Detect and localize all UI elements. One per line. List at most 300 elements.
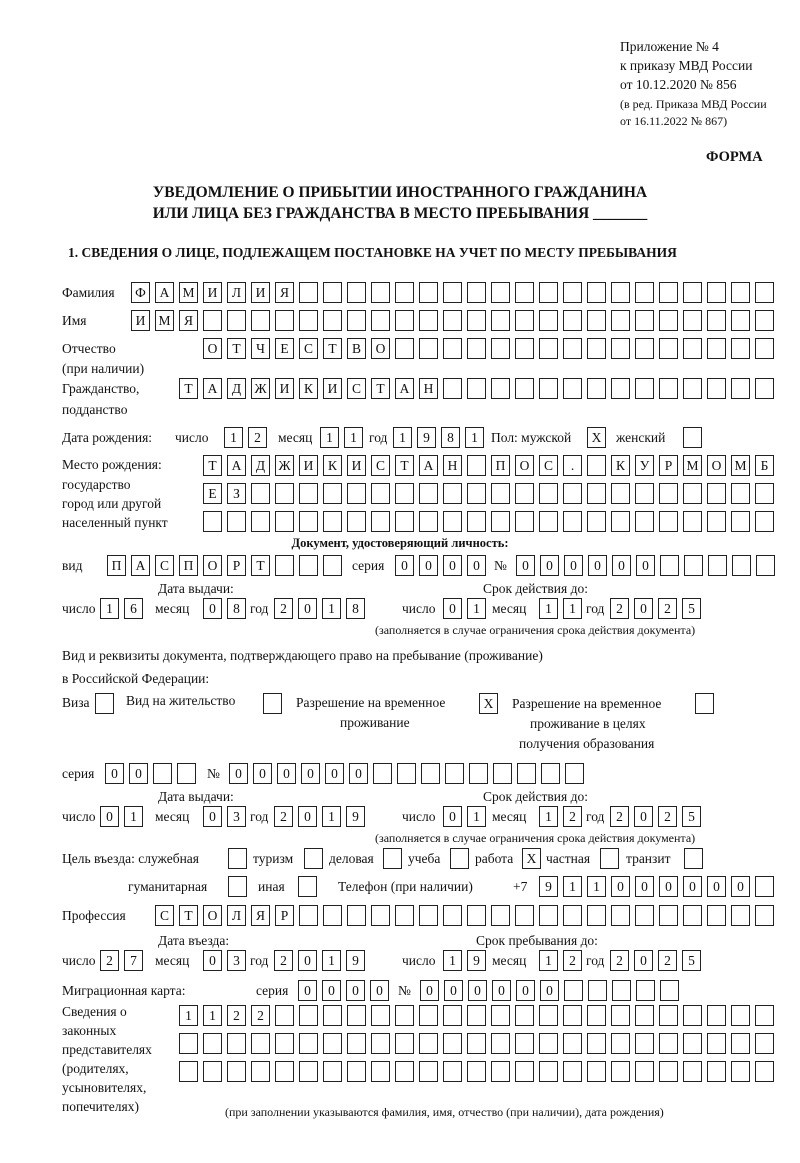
- char-box: [659, 1061, 678, 1082]
- revision-line: (в ред. Приказа МВД России: [620, 97, 767, 111]
- char-box: 5: [682, 598, 701, 619]
- entry-date-label: Дата въезда:: [158, 933, 230, 948]
- representatives-label: законных: [62, 1023, 117, 1038]
- char-box: [587, 338, 606, 359]
- char-box: 0: [229, 763, 248, 784]
- char-box: [347, 1005, 366, 1026]
- char-box: [755, 1061, 774, 1082]
- char-box: 0: [203, 950, 222, 971]
- char-box: 0: [253, 763, 272, 784]
- char-box: [227, 1061, 246, 1082]
- char-box: Р: [275, 905, 294, 926]
- char-box: [564, 980, 583, 1001]
- char-box: [587, 511, 606, 532]
- char-box: [683, 338, 702, 359]
- char-box: [563, 378, 582, 399]
- month-label: месяц: [278, 430, 313, 445]
- representatives-label: представителях: [62, 1042, 152, 1057]
- char-box: 0: [420, 980, 439, 1001]
- char-box: [491, 905, 510, 926]
- char-box: [263, 693, 282, 714]
- migration-number-label: №: [398, 983, 411, 998]
- char-box: [707, 282, 726, 303]
- char-box: [539, 310, 558, 331]
- char-box: [467, 338, 486, 359]
- char-box: И: [251, 282, 270, 303]
- char-box: [383, 848, 402, 869]
- char-box: [491, 1033, 510, 1054]
- char-box: 2: [563, 806, 582, 827]
- month-label: месяц: [155, 809, 190, 824]
- char-box: Т: [395, 455, 414, 476]
- year-label: год: [586, 601, 605, 616]
- char-box: Ж: [251, 378, 270, 399]
- char-box: К: [323, 455, 342, 476]
- char-box: 1: [124, 806, 143, 827]
- char-box: [443, 282, 462, 303]
- char-box: [660, 980, 679, 1001]
- char-box: Т: [323, 338, 342, 359]
- char-box: 0: [443, 555, 462, 576]
- char-box: 2: [274, 950, 293, 971]
- phone-label: Телефон (при наличии): [338, 879, 473, 894]
- representatives-label: (родителях,: [62, 1061, 129, 1076]
- char-box: [299, 1005, 318, 1026]
- char-box: О: [203, 905, 222, 926]
- char-box: [419, 1061, 438, 1082]
- char-box: [467, 483, 486, 504]
- char-box: [755, 282, 774, 303]
- char-box: [587, 282, 606, 303]
- char-box: [443, 1005, 462, 1026]
- char-box: [397, 763, 416, 784]
- char-box: [371, 1061, 390, 1082]
- char-box: [515, 338, 534, 359]
- char-box: Т: [251, 555, 270, 576]
- char-box: [323, 282, 342, 303]
- residence-label: Вид на жительство: [126, 693, 236, 708]
- char-box: [587, 483, 606, 504]
- char-box: [443, 905, 462, 926]
- char-box: [275, 1061, 294, 1082]
- char-box: 5: [682, 806, 701, 827]
- char-box: [563, 338, 582, 359]
- issued-label: Дата выдачи:: [158, 581, 234, 596]
- char-box: [539, 483, 558, 504]
- char-box: [467, 1005, 486, 1026]
- char-box: [731, 905, 750, 926]
- char-box: [298, 876, 317, 897]
- char-box: 0: [105, 763, 124, 784]
- char-box: [373, 763, 392, 784]
- month-label: месяц: [155, 953, 190, 968]
- char-box: 2: [227, 1005, 246, 1026]
- representatives-label: усыновителях,: [62, 1080, 147, 1095]
- char-box: [731, 282, 750, 303]
- char-box: А: [395, 378, 414, 399]
- month-label: месяц: [155, 601, 190, 616]
- char-box: [323, 1033, 342, 1054]
- transit-label: транзит: [626, 851, 671, 866]
- char-box: [419, 1033, 438, 1054]
- char-box: Ф: [131, 282, 150, 303]
- char-box: 2: [251, 1005, 270, 1026]
- char-box: [707, 905, 726, 926]
- char-box: 0: [731, 876, 750, 897]
- char-box: [515, 905, 534, 926]
- char-box: [443, 1033, 462, 1054]
- char-box: [299, 511, 318, 532]
- char-box: [275, 1005, 294, 1026]
- char-box: [517, 763, 536, 784]
- char-box: 0: [100, 806, 119, 827]
- char-box: [635, 310, 654, 331]
- char-box: 1: [539, 806, 558, 827]
- char-box: А: [227, 455, 246, 476]
- char-box: [587, 455, 606, 476]
- char-box: [371, 1005, 390, 1026]
- char-box: 0: [707, 876, 726, 897]
- char-box: [707, 310, 726, 331]
- char-box: С: [371, 455, 390, 476]
- char-box: [755, 876, 774, 897]
- char-box: [491, 1005, 510, 1026]
- day-label: число: [402, 953, 436, 968]
- char-box: [587, 310, 606, 331]
- char-box: [371, 483, 390, 504]
- char-box: 0: [540, 555, 559, 576]
- name-label: Имя: [62, 313, 87, 328]
- char-box: Ж: [275, 455, 294, 476]
- char-box: [684, 555, 703, 576]
- char-box: [395, 1005, 414, 1026]
- char-box: 1: [563, 876, 582, 897]
- char-box: [467, 378, 486, 399]
- char-box: [659, 310, 678, 331]
- char-box: [707, 1033, 726, 1054]
- char-box: [323, 483, 342, 504]
- char-box: Л: [227, 905, 246, 926]
- char-box: [467, 282, 486, 303]
- appendix-line: к приказу МВД России: [620, 58, 753, 73]
- char-box: И: [299, 455, 318, 476]
- char-box: [515, 511, 534, 532]
- year-label: год: [586, 953, 605, 968]
- char-box: [755, 378, 774, 399]
- char-box: Б: [755, 455, 774, 476]
- year-label: год: [250, 601, 269, 616]
- patronymic-label: Отчество: [62, 341, 116, 356]
- char-box: 2: [610, 950, 629, 971]
- appendix-line: Приложение № 4: [620, 39, 719, 54]
- char-box: [323, 310, 342, 331]
- char-box: К: [611, 455, 630, 476]
- char-box: Т: [227, 338, 246, 359]
- representatives-note: (при заполнении указываются фамилия, имя, отчество (при наличии), дата рождения): [225, 1105, 664, 1119]
- char-box: М: [683, 455, 702, 476]
- char-box: [635, 483, 654, 504]
- char-box: [347, 282, 366, 303]
- char-box: 6: [124, 598, 143, 619]
- year-label: год: [369, 430, 388, 445]
- char-box: [541, 763, 560, 784]
- char-box: X: [479, 693, 498, 714]
- char-box: П: [107, 555, 126, 576]
- char-box: Л: [227, 282, 246, 303]
- char-box: [539, 378, 558, 399]
- char-box: [683, 905, 702, 926]
- char-box: [563, 1033, 582, 1054]
- char-box: [395, 905, 414, 926]
- char-box: 1: [322, 598, 341, 619]
- char-box: [731, 1005, 750, 1026]
- char-box: [611, 511, 630, 532]
- char-box: [659, 511, 678, 532]
- char-box: [443, 310, 462, 331]
- day-label: число: [402, 809, 436, 824]
- char-box: .: [563, 455, 582, 476]
- char-box: 0: [467, 555, 486, 576]
- char-box: 1: [322, 806, 341, 827]
- humanitarian-label: гуманитарная: [128, 879, 208, 894]
- char-box: 1: [465, 427, 484, 448]
- char-box: [707, 483, 726, 504]
- char-box: [153, 763, 172, 784]
- char-box: Д: [251, 455, 270, 476]
- migration-card-label: Миграционная карта:: [62, 983, 186, 998]
- char-box: 0: [659, 876, 678, 897]
- char-box: [635, 1033, 654, 1054]
- char-box: [299, 905, 318, 926]
- char-box: [659, 1005, 678, 1026]
- char-box: 0: [636, 555, 655, 576]
- char-box: 2: [274, 598, 293, 619]
- visa-label: Виза: [62, 695, 90, 710]
- char-box: [587, 1033, 606, 1054]
- char-box: 8: [227, 598, 246, 619]
- char-box: 7: [124, 950, 143, 971]
- char-box: [635, 511, 654, 532]
- char-box: [467, 310, 486, 331]
- trp-label: Разрешение на временное: [296, 695, 446, 710]
- char-box: [515, 1033, 534, 1054]
- stay-series-label: серия: [62, 766, 95, 781]
- char-box: 0: [346, 980, 365, 1001]
- char-box: 8: [346, 598, 365, 619]
- char-box: [299, 1061, 318, 1082]
- char-box: [251, 483, 270, 504]
- char-box: 0: [419, 555, 438, 576]
- purpose-label: Цель въезда: служебная: [62, 851, 199, 866]
- char-box: [275, 555, 294, 576]
- char-box: [419, 483, 438, 504]
- char-box: [251, 511, 270, 532]
- char-box: И: [347, 455, 366, 476]
- char-box: [707, 511, 726, 532]
- char-box: [755, 1005, 774, 1026]
- trp-edu-label: Разрешение на временное: [512, 696, 662, 711]
- char-box: [588, 980, 607, 1001]
- phone-prefix: +7: [513, 879, 528, 894]
- char-box: М: [155, 310, 174, 331]
- char-box: [707, 1005, 726, 1026]
- citizenship-label: Гражданство,: [62, 381, 140, 396]
- char-box: [563, 1005, 582, 1026]
- char-box: [395, 511, 414, 532]
- private-label: частная: [546, 851, 591, 866]
- char-box: [419, 905, 438, 926]
- char-box: [395, 282, 414, 303]
- char-box: 2: [658, 598, 677, 619]
- month-label: месяц: [492, 601, 527, 616]
- char-box: [419, 282, 438, 303]
- char-box: 1: [587, 876, 606, 897]
- char-box: Д: [227, 378, 246, 399]
- char-box: [539, 1061, 558, 1082]
- char-box: 0: [298, 806, 317, 827]
- char-box: [635, 338, 654, 359]
- char-box: 1: [443, 950, 462, 971]
- char-box: [491, 378, 510, 399]
- char-box: 0: [349, 763, 368, 784]
- char-box: [611, 905, 630, 926]
- char-box: 0: [277, 763, 296, 784]
- id-doc-heading: Документ, удостоверяющий личность:: [291, 536, 509, 550]
- char-box: А: [419, 455, 438, 476]
- business-label: деловая: [329, 851, 374, 866]
- char-box: Т: [179, 905, 198, 926]
- char-box: К: [299, 378, 318, 399]
- char-box: [539, 338, 558, 359]
- char-box: [659, 1033, 678, 1054]
- char-box: [563, 511, 582, 532]
- char-box: 1: [539, 950, 558, 971]
- trp-edu-label: проживание в целях: [530, 716, 646, 731]
- char-box: [275, 511, 294, 532]
- birth-date-label: Дата рождения:: [62, 430, 153, 445]
- month-label: месяц: [492, 953, 527, 968]
- char-box: [635, 905, 654, 926]
- char-box: 0: [635, 876, 654, 897]
- patronymic-label: (при наличии): [62, 361, 145, 376]
- char-box: [491, 338, 510, 359]
- char-box: [275, 1033, 294, 1054]
- char-box: И: [323, 378, 342, 399]
- char-box: Я: [251, 905, 270, 926]
- char-box: 1: [393, 427, 412, 448]
- char-box: [467, 1061, 486, 1082]
- char-box: 0: [444, 980, 463, 1001]
- document-title: ИЛИ ЛИЦА БЕЗ ГРАЖДАНСТВА В МЕСТО ПРЕБЫВАНИЯ _______: [152, 205, 648, 222]
- char-box: [491, 511, 510, 532]
- migration-series-label: серия: [256, 983, 289, 998]
- char-box: [683, 511, 702, 532]
- char-box: [731, 1033, 750, 1054]
- char-box: [587, 378, 606, 399]
- char-box: [179, 1033, 198, 1054]
- char-box: 0: [564, 555, 583, 576]
- char-box: О: [707, 455, 726, 476]
- char-box: 0: [612, 555, 631, 576]
- citizenship-label: подданство: [62, 402, 128, 417]
- char-box: [179, 1061, 198, 1082]
- char-box: [683, 310, 702, 331]
- char-box: 1: [203, 1005, 222, 1026]
- char-box: О: [515, 455, 534, 476]
- char-box: 0: [516, 980, 535, 1001]
- char-box: 1: [320, 427, 339, 448]
- char-box: [347, 310, 366, 331]
- char-box: 9: [467, 950, 486, 971]
- char-box: 9: [346, 806, 365, 827]
- char-box: 0: [129, 763, 148, 784]
- char-box: [755, 1033, 774, 1054]
- sex-male-label: Пол: мужской: [491, 430, 572, 445]
- char-box: Т: [371, 378, 390, 399]
- char-box: [323, 1005, 342, 1026]
- char-box: [323, 511, 342, 532]
- char-box: [659, 338, 678, 359]
- char-box: [421, 763, 440, 784]
- appendix-line: от 10.12.2020 № 856: [620, 77, 737, 92]
- char-box: М: [731, 455, 750, 476]
- char-box: [587, 1061, 606, 1082]
- char-box: [227, 310, 246, 331]
- char-box: [684, 848, 703, 869]
- char-box: 0: [301, 763, 320, 784]
- char-box: 0: [634, 806, 653, 827]
- char-box: Е: [203, 483, 222, 504]
- char-box: [683, 1061, 702, 1082]
- char-box: [515, 282, 534, 303]
- char-box: [587, 905, 606, 926]
- id-kind-label: вид: [62, 558, 83, 573]
- char-box: [683, 483, 702, 504]
- char-box: [611, 1005, 630, 1026]
- char-box: 2: [248, 427, 267, 448]
- char-box: [203, 310, 222, 331]
- char-box: [755, 338, 774, 359]
- char-box: 0: [443, 598, 462, 619]
- char-box: [419, 511, 438, 532]
- char-box: [611, 483, 630, 504]
- char-box: [443, 483, 462, 504]
- char-box: 1: [224, 427, 243, 448]
- char-box: [323, 905, 342, 926]
- char-box: [304, 848, 323, 869]
- char-box: 0: [298, 980, 317, 1001]
- document-title: УВЕДОМЛЕНИЕ О ПРИБЫТИИ ИНОСТРАННОГО ГРАЖДАНИНА: [152, 184, 648, 201]
- birthplace-label: Место рождения:: [62, 457, 162, 472]
- char-box: [493, 763, 512, 784]
- char-box: [469, 763, 488, 784]
- char-box: [707, 338, 726, 359]
- char-box: [635, 1061, 654, 1082]
- char-box: [299, 1033, 318, 1054]
- char-box: [611, 1033, 630, 1054]
- representatives-label: Сведения о: [62, 1004, 127, 1019]
- char-box: [611, 338, 630, 359]
- char-box: 1: [100, 598, 119, 619]
- trp-edu-label: получения образования: [519, 736, 655, 751]
- char-box: 0: [611, 876, 630, 897]
- issued-label: Дата выдачи:: [158, 789, 234, 804]
- tourism-label: туризм: [253, 851, 294, 866]
- char-box: [731, 511, 750, 532]
- valid-label: Срок действия до:: [483, 581, 588, 596]
- char-box: Я: [179, 310, 198, 331]
- char-box: [683, 427, 702, 448]
